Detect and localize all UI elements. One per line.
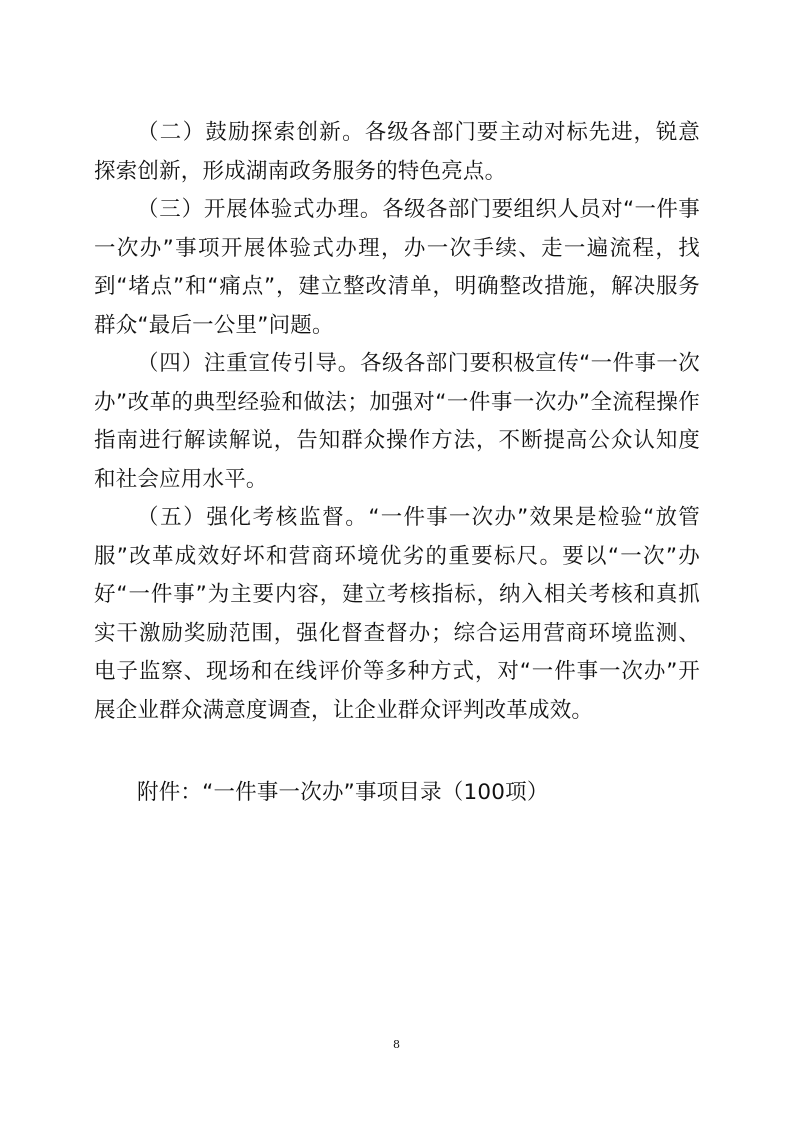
paragraph-text: 各级各部门要主动对标先进，锐意探索创新，形成湖南政务服务的特色亮点。 xyxy=(94,120,700,184)
paragraph-text: “一件事一次办”效果是检验“放管服”改革成效好坏和营商环境优劣的重要标尺。要以“一次”办好“一件事”为主要内容，建立考核指标，纳入相关考核和真抓实干激励奖励范围，强化督查督办；综合运用营商环境监测、电子监察、现场和在线评价等多种方式，对“一件事一次办”开展企业群众满意度调查，让企业群众评判改革成效。 xyxy=(94,505,700,723)
paragraph-assessment-supervision xyxy=(94,499,700,730)
paragraph-text: 各级各部门要组织人员对“一件事一次办”事项开展体验式办理，办一次手续、走一遍流程，找到“堵点”和“痛点”，建立整改清单，明确整改措施，解决服务群众“最后一公里”问题。 xyxy=(94,197,701,338)
paragraph-encourage-innovation xyxy=(94,114,700,191)
section-heading: （四）注重宣传引导。 xyxy=(137,351,361,376)
paragraph-text: 各级各部门要积极宣传“一件事一次办”改革的典型经验和做法；加强对“一件事一次办”全流程操作指南进行解读解说，告知群众操作方法，不断提高公众认知度和社会应用水平。 xyxy=(94,351,700,492)
section-heading: （二）鼓励探索创新。 xyxy=(137,120,365,145)
section-heading: （五）强化考核监督。 xyxy=(137,505,369,530)
paragraph-experiential-handling xyxy=(94,191,700,345)
attachment-line: 附件：“一件事一次办”事项目录（100项） xyxy=(137,780,549,805)
section-heading: （三）开展体验式办理。 xyxy=(137,197,383,222)
document-body xyxy=(94,114,700,730)
paragraph-publicity-guidance xyxy=(94,345,700,499)
page-number: 8 xyxy=(393,1038,400,1051)
